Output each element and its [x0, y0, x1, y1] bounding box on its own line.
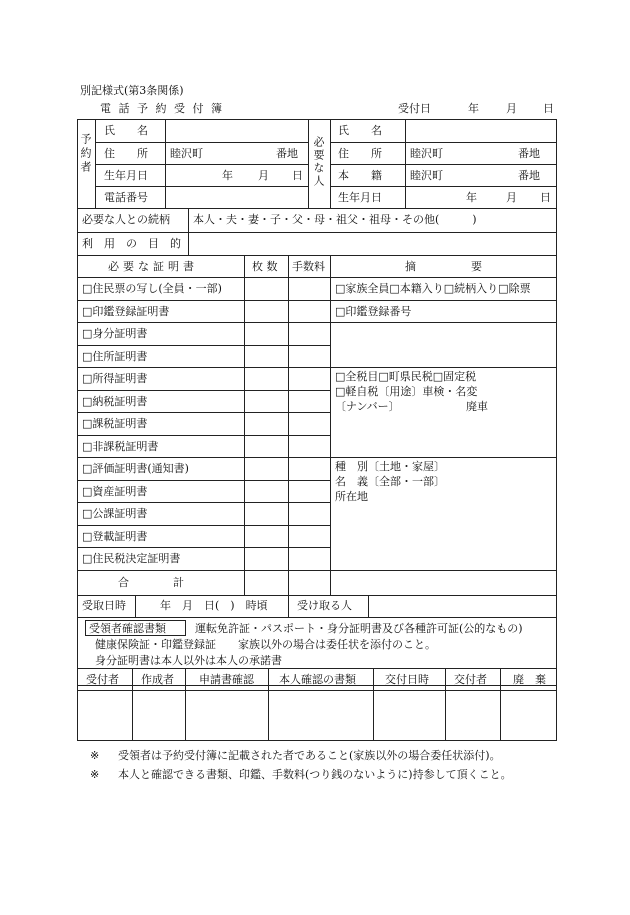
staff-col-label: 申請書確認	[199, 673, 254, 686]
page-title: 電 話 予 約 受 付 簿	[100, 102, 224, 115]
summary-resident: □家族全員□本籍入り□続柄入り□除票	[335, 282, 531, 295]
needed-dob-month: 月	[506, 191, 517, 204]
received-year-label: 年	[468, 102, 479, 115]
table-header-summary: 摘 要	[405, 260, 482, 273]
purpose-label: 利 用 の 目 的	[82, 237, 181, 250]
certificate-item: □課税証明書	[82, 417, 148, 430]
id-docs-box-label: 受領者確認書類	[89, 622, 166, 635]
form-label: 別記様式(第3条関係)	[80, 84, 184, 97]
relation-options: 本人・夫・妻・子・父・母・祖父・祖母・その他( )	[193, 213, 477, 226]
staff-col-label: 交付者	[454, 673, 487, 686]
staff-col-label: 本人確認の書類	[279, 673, 356, 686]
reservation-address-town: 睦沢町	[170, 147, 203, 160]
total-label: 合 計	[118, 576, 184, 589]
reservation-dob-month: 月	[258, 169, 269, 182]
certificate-item: □資産証明書	[82, 485, 148, 498]
needed-domicile-suffix: 番地	[518, 169, 540, 182]
received-month-label: 月	[506, 102, 517, 115]
pickup-date-value: 年 月 日( ) 時頃	[160, 599, 268, 612]
needed-address-label: 住 所	[338, 147, 382, 160]
reservation-dob-label: 生年月日	[104, 169, 148, 182]
pickup-date-label: 受取日時	[82, 599, 126, 612]
certificate-item: □評価証明書(通知書)	[82, 462, 189, 475]
reservation-group-label: 予約者	[79, 133, 92, 175]
id-docs-line2: 健康保険証・印鑑登録証 家族以外の場合は委任状を添付のこと。	[95, 638, 436, 651]
summary-tax-line3b: 廃車	[466, 400, 488, 413]
id-docs-line3: 身分証明書は本人以外は本人の承諾書	[95, 654, 282, 667]
needed-domicile-town: 睦沢町	[410, 169, 443, 182]
summary-tax-line1: □全税目□町県民税□固定税	[335, 370, 477, 383]
summary-property-line1: 種 別〔土地・家屋〕	[335, 460, 445, 473]
pickup-receiver-label: 受け取る人	[297, 599, 352, 612]
certificate-item: □納税証明書	[82, 395, 148, 408]
footnote-2: 本人と確認できる書類、印鑑、手数料(つり銭のないように)持参して頂くこと。	[118, 768, 512, 781]
footnote-mark: ※	[90, 768, 100, 781]
reservation-address-label: 住 所	[104, 147, 148, 160]
certificate-item: □公課証明書	[82, 507, 148, 520]
reservation-name-label: 氏 名	[104, 124, 148, 137]
reservation-address-suffix: 番地	[276, 147, 298, 160]
needed-address-town: 睦沢町	[410, 147, 443, 160]
table-header-fee: 手数料	[292, 260, 325, 273]
needed-dob-day: 日	[540, 191, 551, 204]
certificate-item: □所得証明書	[82, 372, 148, 385]
summary-tax-line3: 〔ナンバー〕	[335, 400, 400, 413]
certificate-item: □登載証明書	[82, 530, 148, 543]
reservation-dob-year: 年	[222, 169, 233, 182]
summary-tax-line2: □軽自税〔用途〕車検・名変	[335, 385, 478, 398]
needed-name-label: 氏 名	[338, 124, 382, 137]
reservation-phone-label: 電話番号	[104, 191, 148, 204]
table-header-certificate: 必要な証明書	[108, 260, 198, 273]
needed-dob-label: 生年月日	[338, 191, 382, 204]
certificate-item: □身分証明書	[82, 327, 148, 340]
needed-domicile-label: 本 籍	[338, 169, 382, 182]
footnote-1: 受領者は予約受付簿に記載された者であること(家族以外の場合委任状添付)。	[118, 749, 501, 762]
staff-col-label: 廃 棄	[513, 673, 546, 686]
certificate-item: □非課税証明書	[82, 440, 159, 453]
staff-col-label: 交付日時	[385, 673, 429, 686]
certificate-item: □住所証明書	[82, 350, 148, 363]
table-header-copies: 枚 数	[252, 260, 278, 273]
certificate-item: □印鑑登録証明書	[82, 305, 170, 318]
needed-dob-year: 年	[466, 191, 477, 204]
summary-seal: □印鑑登録番号	[335, 305, 412, 318]
certificate-item: □住民税決定証明書	[82, 552, 181, 565]
certificate-item: □住民票の写し(全員・一部)	[82, 282, 222, 295]
summary-property-line2: 名 義〔全部・一部〕	[335, 475, 445, 488]
staff-col-label: 作成者	[141, 673, 174, 686]
received-day-label: 日	[543, 102, 554, 115]
received-date-label: 受付日	[398, 102, 431, 115]
needed-address-suffix: 番地	[518, 147, 540, 160]
id-docs-line1: 運転免許証・パスポート・身分証明書及び各種許可証(公的なもの)	[195, 622, 523, 635]
summary-property-line3: 所在地	[335, 490, 368, 503]
footnote-mark: ※	[90, 749, 100, 762]
staff-col-label: 受付者	[86, 673, 119, 686]
relation-label: 必要な人との続柄	[82, 213, 170, 226]
needed-person-group-label: 必要な人	[312, 136, 325, 188]
reservation-dob-day: 日	[292, 169, 303, 182]
